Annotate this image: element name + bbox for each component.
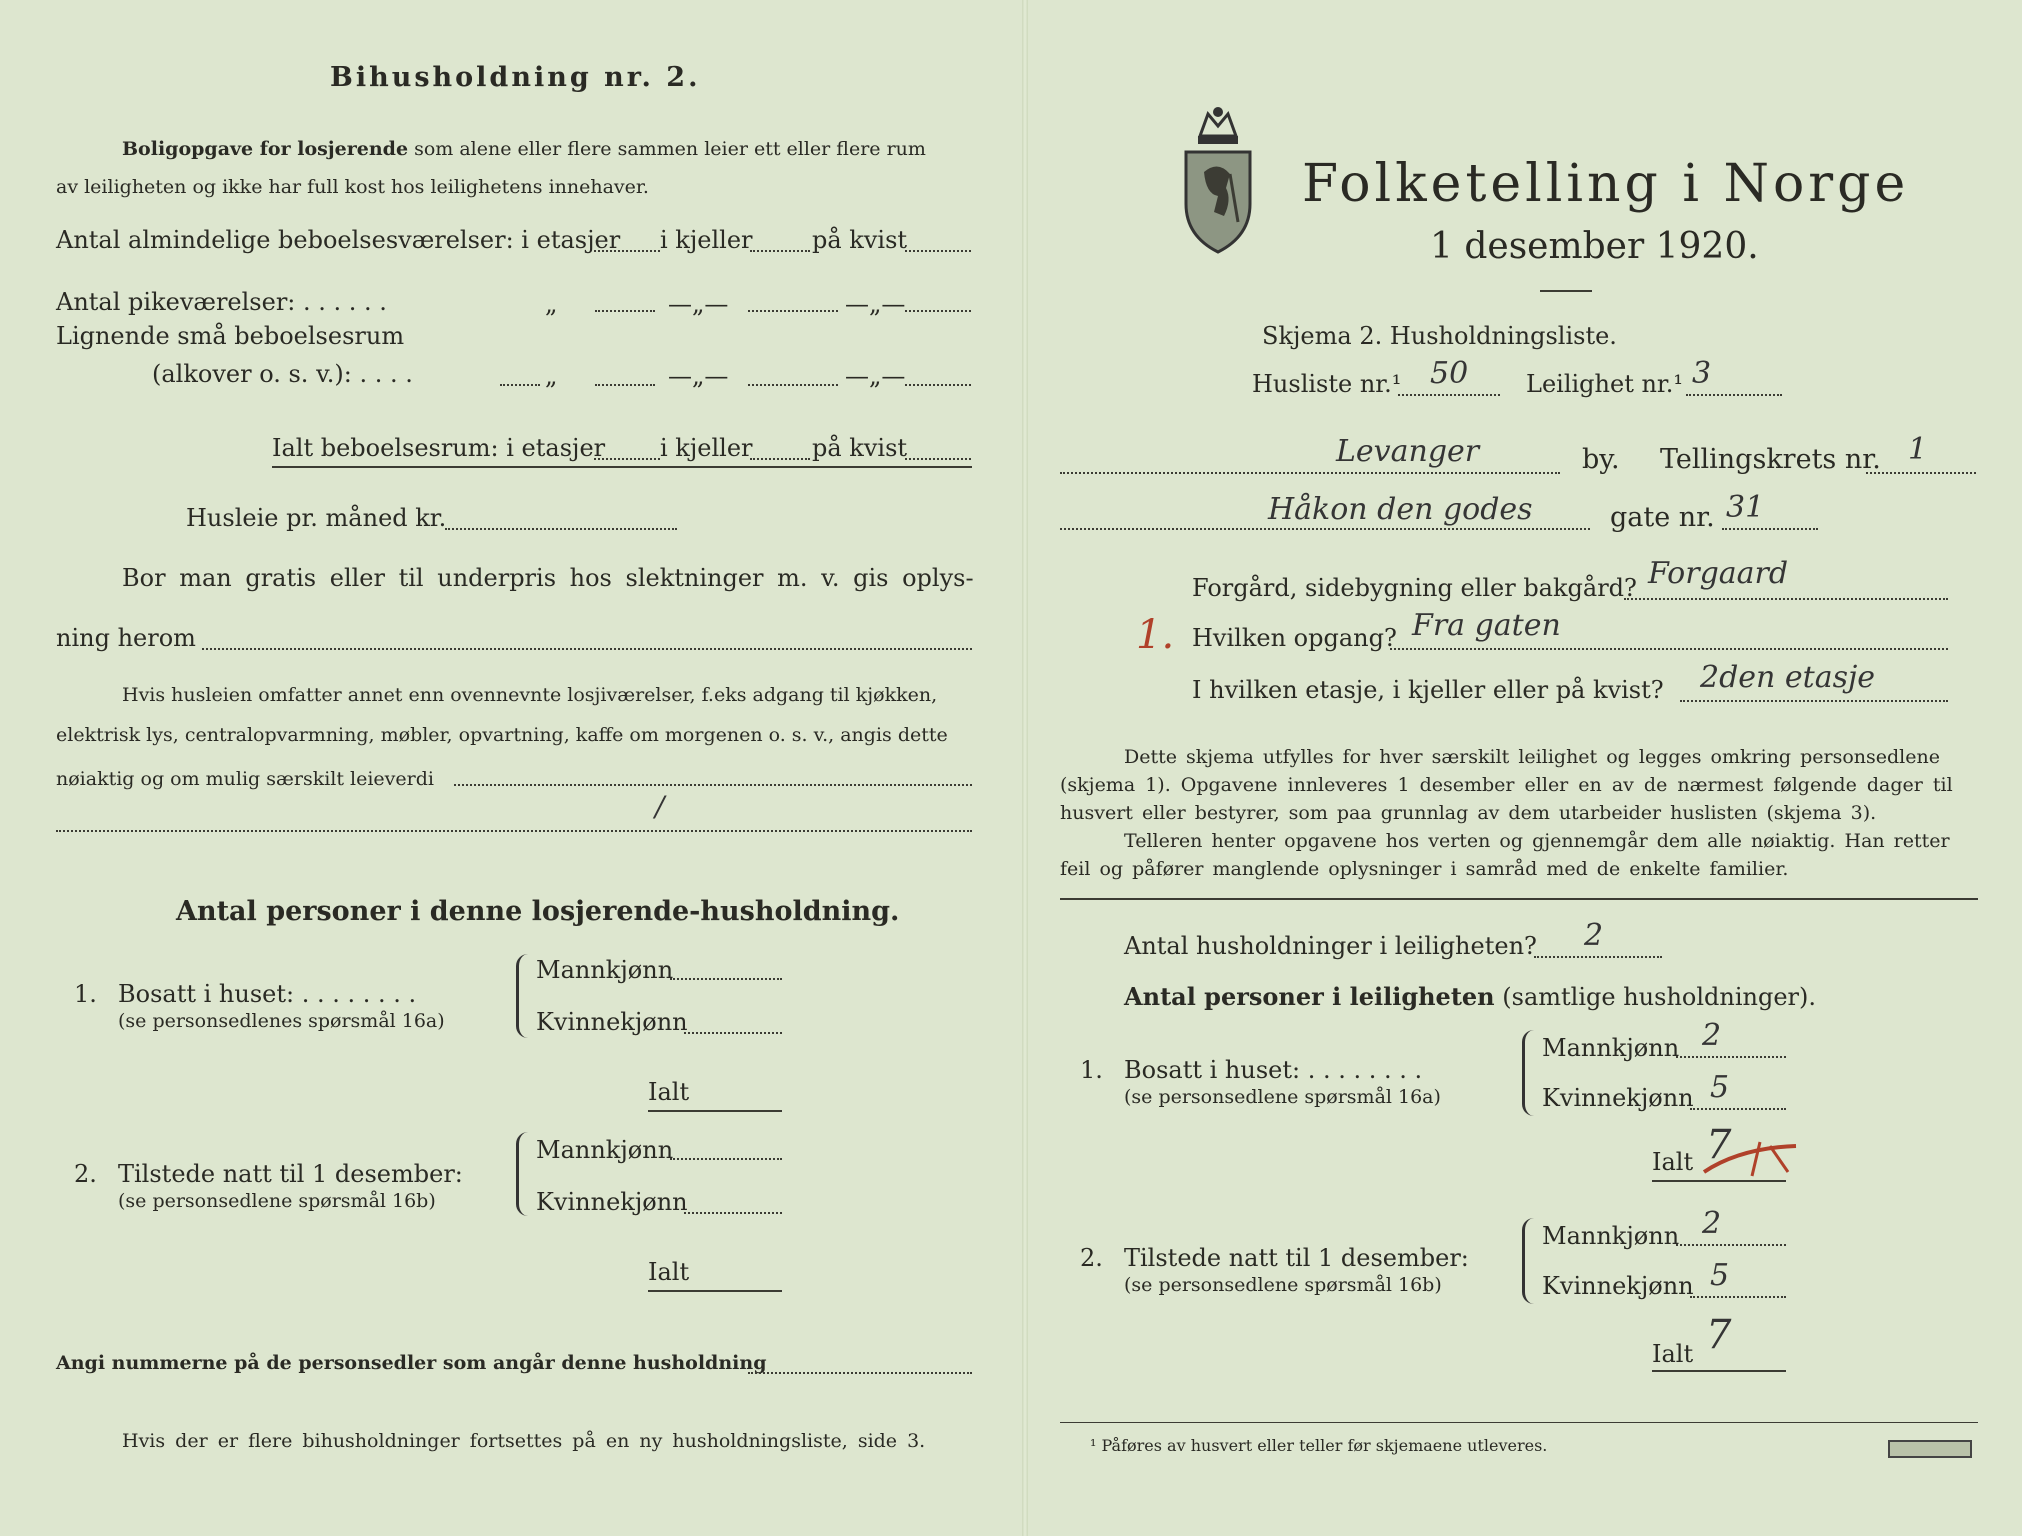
rent-line <box>445 528 677 530</box>
title-rule <box>1540 290 1592 292</box>
right-q1-kvinne-line <box>1690 1108 1786 1110</box>
right-q1-kvinne-label: Kvinnekjønn <box>1542 1084 1694 1112</box>
ialt-rooms-label: Ialt beboelsesrum: i etasjer <box>272 434 606 462</box>
left-q1-kvinne-line <box>684 1032 782 1034</box>
left-q1-brace <box>516 954 533 1038</box>
leilighet-value: 3 <box>1692 356 1712 391</box>
left-q1-label: Bosatt i huset: . . . . . . . . <box>118 980 417 1008</box>
right-persons-heading-rest: (samtlige husholdninger). <box>1502 983 1817 1011</box>
form-title: Folketelling i Norge <box>1302 154 1910 214</box>
left-q2-ialt-rule <box>648 1290 782 1292</box>
extra-line-2 <box>56 830 972 832</box>
pike-line-3 <box>905 310 971 312</box>
extra-line3: nøiaktig og om mulig særskilt leieverdi <box>56 768 434 790</box>
extra-line1: Hvis husleien omfatter annet enn ovennevnte losjiværelser, f.eks adgang til kjøkken, <box>122 684 938 706</box>
gratis-line <box>202 648 972 650</box>
instructions-line3: husvert eller bestyrer, som paa grunnlag av dem utarbeider huslisten (skjema 3). <box>1060 802 1877 824</box>
angi-line <box>748 1372 972 1374</box>
left-q1-ialt-rule <box>648 1110 782 1112</box>
left-q1-kvinne-label: Kvinnekjønn <box>536 1008 688 1036</box>
left-heading: Bihusholdning nr. 2. <box>330 62 701 93</box>
households-value: 2 <box>1584 918 1604 953</box>
instructions-rule <box>1060 898 1978 900</box>
right-q2-num: 2. <box>1080 1244 1103 1272</box>
forgard-line <box>1624 598 1948 600</box>
ialt-rule <box>272 466 972 468</box>
left-q2-note: (se personsedlene spørsmål 16b) <box>118 1190 436 1212</box>
schema-label: Skjema 2. Husholdningsliste. <box>1262 322 1617 350</box>
ialt-etasjer-line <box>594 458 660 460</box>
etasje-line <box>1680 700 1948 702</box>
right-q1-ialt-value: 7 <box>1706 1122 1732 1168</box>
krets-line <box>1866 472 1976 474</box>
rooms-label: Antal almindelige beboelsesværelser: i etasjer <box>56 226 621 254</box>
right-q1-note: (se personsedlene spørsmål 16a) <box>1124 1086 1441 1108</box>
right-q2-kvinne-value: 5 <box>1710 1258 1730 1293</box>
left-q1-mann-line <box>670 978 782 980</box>
form-date: 1 desember 1920. <box>1430 226 1759 267</box>
right-q2-label: Tilstede natt til 1 desember: <box>1124 1244 1469 1272</box>
right-q1-mann-line <box>1676 1056 1786 1058</box>
right-q2-mann-label: Mannkjønn <box>1542 1222 1680 1250</box>
left-intro-line2: av leiligheten og ikke har full kost hos leilighetens innehaver. <box>56 176 649 198</box>
street-line <box>1060 528 1590 530</box>
right-q2-kvinne-label: Kvinnekjønn <box>1542 1272 1694 1300</box>
gratis-line2: ning herom <box>56 624 196 652</box>
right-q1-num: 1. <box>1080 1056 1103 1084</box>
right-q1-red-correction <box>1700 1138 1800 1182</box>
street-value: Håkon den godes <box>1268 492 1533 527</box>
right-q2-note: (se personsedlene spørsmål 16b) <box>1124 1274 1442 1296</box>
right-q1-kvinne-value: 5 <box>1710 1070 1730 1105</box>
pike-line-2 <box>748 310 838 312</box>
small-dash-2: —„— <box>845 362 906 390</box>
forgard-value: Forgaard <box>1648 556 1789 591</box>
left-q1-mann-label: Mannkjønn <box>536 956 674 984</box>
right-q2-mann-value: 2 <box>1702 1206 1722 1241</box>
gate-line <box>1722 528 1818 530</box>
norway-coat-of-arms-icon <box>1178 104 1258 260</box>
small-rooms-label1: Lignende små beboelsesrum <box>56 322 405 350</box>
right-q2-mann-line <box>1676 1244 1786 1246</box>
right-q1-mann-label: Mannkjønn <box>1542 1034 1680 1062</box>
right-q2-kvinne-line <box>1690 1296 1786 1298</box>
extra-line2: elektrisk lys, centralopvarmning, møbler, opvartning, kaffe om morgenen o. s. v., angis dette <box>56 724 948 746</box>
pike-dash-2: —„— <box>845 290 906 318</box>
krets-label: Tellingskrets nr. <box>1660 444 1881 475</box>
pike-line-1 <box>595 310 655 312</box>
left-q2-mann-label: Mannkjønn <box>536 1136 674 1164</box>
etasje-value: 2den etasje <box>1700 660 1876 695</box>
left-q1-num: 1. <box>74 980 97 1008</box>
left-footer: Hvis der er flere bihusholdninger fortsettes på en ny husholdningsliste, side 3. <box>122 1430 926 1452</box>
left-intro-line1 <box>122 138 926 160</box>
small-line-0 <box>500 384 540 386</box>
instructions-line1: Dette skjema utfylles for hver særskilt leilighet og legges omkring personsedlene <box>1124 746 1940 768</box>
right-q1-ialt-label: Ialt <box>1652 1148 1694 1176</box>
intro-bold: Boligopgave for losjerende <box>122 138 409 160</box>
husliste-value: 50 <box>1430 356 1469 391</box>
pike-dash-1: —„— <box>668 290 729 318</box>
left-q2-label: Tilstede natt til 1 desember: <box>118 1160 463 1188</box>
rent-label: Husleie pr. måned kr. <box>186 504 447 532</box>
rooms-etasjer-line <box>594 250 660 252</box>
left-q2-kvinne-label: Kvinnekjønn <box>536 1188 688 1216</box>
right-q1-brace <box>1522 1030 1539 1116</box>
etasje-label: I hvilken etasje, i kjeller eller på kvist? <box>1192 676 1664 704</box>
opgang-value: Fra gaten <box>1412 608 1561 643</box>
by-value: Levanger <box>1336 434 1480 469</box>
pike-label: Antal pikeværelser: . . . . . . <box>56 288 387 316</box>
right-persons-heading: Antal personer i leiligheten <box>1124 982 1495 1011</box>
instructions-line2: (skjema 1). Opgavene innleveres 1 desember eller en av de nærmest følgende dager til <box>1060 774 1953 796</box>
left-q1-note: (se personsedlenes spørsmål 16a) <box>118 1010 445 1032</box>
husliste-line <box>1398 394 1500 396</box>
pike-ditto: „ <box>545 290 558 318</box>
opgang-label: Hvilken opgang? <box>1192 624 1397 652</box>
right-q1-label: Bosatt i huset: . . . . . . . . <box>1124 1056 1423 1084</box>
ialt-kjeller: i kjeller <box>660 434 753 462</box>
rooms-kvist: på kvist <box>812 226 908 254</box>
small-line-1 <box>595 384 655 386</box>
footnote-rule <box>1060 1422 1978 1423</box>
right-q2-brace <box>1522 1218 1539 1304</box>
footnote: ¹ Påføres av husvert eller teller før skjemaene utleveres. <box>1090 1436 1548 1455</box>
left-q2-mann-line <box>670 1158 782 1160</box>
left-q2-kvinne-line <box>684 1212 782 1214</box>
right-q2-ialt-label: Ialt <box>1652 1340 1694 1368</box>
gratis-line1: Bor man gratis eller til underpris hos slektninger m. v. gis oplys- <box>122 564 974 592</box>
page-fold <box>1022 0 1028 1536</box>
extra-line <box>454 784 972 786</box>
gate-value: 31 <box>1726 490 1765 525</box>
right-q2-ialt-value: 7 <box>1706 1312 1732 1358</box>
ialt-kjeller-line <box>750 458 810 460</box>
leilighet-label: Leilighet nr.¹ <box>1526 370 1684 398</box>
by-label: by. <box>1582 444 1620 475</box>
forgard-label: Forgård, sidebygning eller bakgård? <box>1192 574 1637 602</box>
right-q2-ialt-rule <box>1652 1370 1786 1372</box>
right-q1-mann-value: 2 <box>1702 1018 1722 1053</box>
households-line <box>1534 956 1662 958</box>
left-q2-num: 2. <box>74 1160 97 1188</box>
rooms-kjeller-line <box>750 250 810 252</box>
small-line-2 <box>748 384 838 386</box>
small-dash-1: —„— <box>668 362 729 390</box>
small-ditto: „ <box>545 362 558 390</box>
instructions-line5: feil og påfører manglende oplysninger i samråd med de enkelte familier. <box>1060 858 1789 880</box>
left-q2-ialt-label: Ialt <box>648 1258 690 1286</box>
by-line <box>1060 472 1560 474</box>
left-q1-ialt-label: Ialt <box>648 1078 690 1106</box>
small-line-3 <box>905 384 971 386</box>
opgang-line <box>1390 648 1948 650</box>
rooms-kvist-line <box>905 250 971 252</box>
angi-label: Angi nummerne på de personsedler som angår denne husholdning <box>56 1352 767 1374</box>
ialt-kvist-line <box>905 458 971 460</box>
small-rooms-label2: (alkover o. s. v.): . . . . <box>152 360 413 388</box>
krets-value: 1 <box>1908 432 1928 467</box>
households-label: Antal husholdninger i leiligheten? <box>1124 932 1537 960</box>
rooms-kjeller: i kjeller <box>660 226 753 254</box>
leilighet-line <box>1686 394 1782 396</box>
right-persons-heading-line <box>1124 982 1816 1011</box>
margin-red-mark: 1. <box>1136 612 1175 658</box>
right-q1-ialt-rule <box>1652 1180 1786 1182</box>
left-persons-heading: Antal personer i denne losjerende-husholdning. <box>176 896 900 927</box>
husliste-label: Husliste nr.¹ <box>1252 370 1402 398</box>
intro-rest1: som alene eller flere sammen leier ett eller flere rum <box>414 138 926 160</box>
gate-label: gate nr. <box>1610 502 1715 533</box>
left-q2-brace <box>516 1132 533 1216</box>
ialt-kvist: på kvist <box>812 434 908 462</box>
printer-stamp <box>1888 1440 1972 1458</box>
instructions-line4: Telleren henter opgavene hos verten og gjennemgår dem alle nøiaktig. Han retter <box>1124 830 1950 852</box>
extra-handwritten-mark: / <box>655 790 665 823</box>
